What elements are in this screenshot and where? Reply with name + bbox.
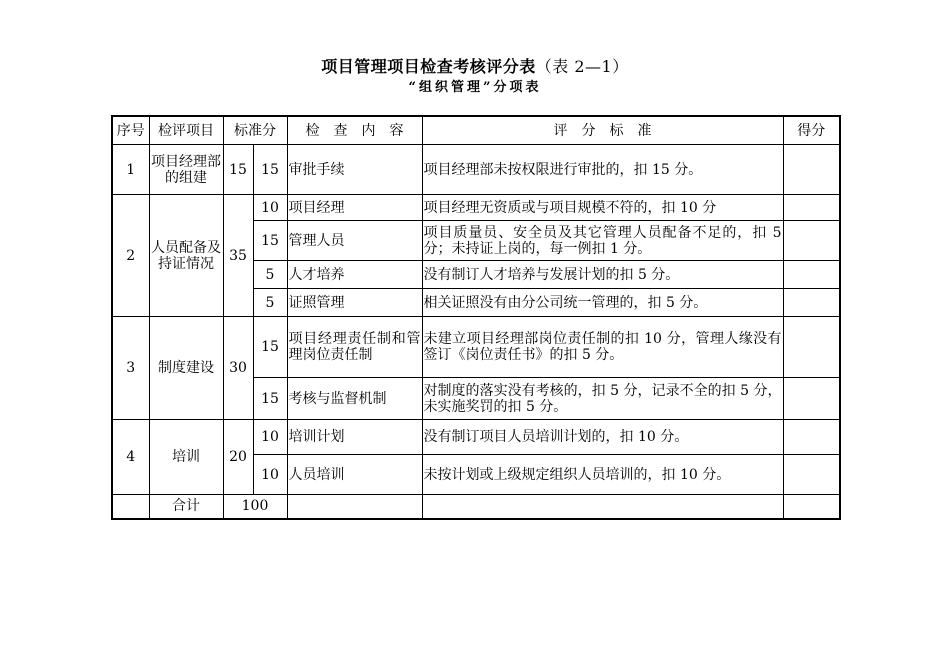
item-cell: 项目经理部的组建	[149, 145, 223, 195]
sub-score-cell: 5	[253, 261, 287, 289]
content-cell: 人员培训	[287, 455, 422, 495]
title-suffix: （表 2—1）	[535, 57, 629, 76]
document-title	[0, 54, 950, 77]
seq-cell: 2	[112, 195, 149, 317]
header-seq: 序号	[112, 116, 149, 145]
score-input-cell[interactable]	[783, 145, 840, 195]
criteria-cell: 项目经理部未按权限进行审批的，扣 15 分。	[422, 145, 783, 195]
table-row	[112, 195, 840, 221]
header-item: 检评项目	[149, 116, 223, 145]
std-total-cell: 35	[223, 195, 253, 317]
content-cell: 考核与监督机制	[287, 378, 422, 420]
total-label: 合计	[149, 495, 223, 519]
table-row	[112, 420, 840, 455]
sub-score-cell: 10	[253, 420, 287, 455]
std-total-cell: 30	[223, 317, 253, 420]
item-cell: 人员配备及持证情况	[149, 195, 223, 317]
score-input-cell[interactable]	[783, 261, 840, 289]
sub-score-cell: 15	[253, 378, 287, 420]
content-cell: 管理人员	[287, 221, 422, 261]
criteria-cell: 未按计划或上级规定组织人员培训的，扣 10 分。	[422, 455, 783, 495]
score-input-cell[interactable]	[783, 195, 840, 221]
sub-score-cell: 15	[253, 317, 287, 378]
score-input-cell[interactable]	[783, 378, 840, 420]
score-input-cell[interactable]	[783, 221, 840, 261]
header-criteria: 评 分 标 准	[422, 116, 783, 145]
item-cell: 制度建设	[149, 317, 223, 420]
criteria-cell: 没有制订项目人员培训计划的，扣 10 分。	[422, 420, 783, 455]
score-table	[111, 115, 841, 520]
criteria-cell: 没有制订人才培养与发展计划的扣 5 分。	[422, 261, 783, 289]
criteria-cell: 对制度的落实没有考核的，扣 5 分，记录不全的扣 5 分，未实施奖罚的扣 5 分。	[422, 378, 783, 420]
score-input-cell[interactable]	[783, 420, 840, 455]
std-total-cell: 15	[223, 145, 253, 195]
total-row	[112, 495, 840, 519]
header-std-score: 标准分	[223, 116, 287, 145]
score-input-cell[interactable]	[783, 317, 840, 378]
content-cell: 项目经理责任制和管理岗位责任制	[287, 317, 422, 378]
criteria-cell: 未建立项目经理部岗位责任制的扣 10 分，管理人缘没有签订《岗位责任书》的扣 5 分。	[422, 317, 783, 378]
seq-cell: 3	[112, 317, 149, 420]
header-row	[112, 116, 840, 145]
content-cell: 培训计划	[287, 420, 422, 455]
header-content: 检 查 内 容	[287, 116, 422, 145]
total-seq-cell	[112, 495, 149, 519]
content-cell: 人才培养	[287, 261, 422, 289]
item-cell: 培训	[149, 420, 223, 495]
table-row	[112, 145, 840, 195]
score-input-cell[interactable]	[783, 455, 840, 495]
sub-score-cell: 15	[253, 221, 287, 261]
std-total-cell: 20	[223, 420, 253, 495]
table-row	[112, 317, 840, 378]
seq-cell: 1	[112, 145, 149, 195]
sub-score-cell: 15	[253, 145, 287, 195]
content-cell: 审批手续	[287, 145, 422, 195]
criteria-cell: 相关证照没有由分公司统一管理的，扣 5 分。	[422, 289, 783, 317]
score-input-cell[interactable]	[783, 289, 840, 317]
title-text: 项目管理项目检查考核评分表	[321, 57, 536, 76]
total-value: 100	[223, 495, 287, 519]
seq-cell: 4	[112, 420, 149, 495]
total-score-input-cell[interactable]	[783, 495, 840, 519]
sub-score-cell: 10	[253, 455, 287, 495]
sub-score-cell: 5	[253, 289, 287, 317]
criteria-cell: 项目质量员、安全员及其它管理人员配备不足的，扣 5 分；未持证上岗的，每一例扣 1 分。	[422, 221, 783, 261]
header-score: 得分	[783, 116, 840, 145]
content-cell: 证照管理	[287, 289, 422, 317]
total-content-cell	[287, 495, 422, 519]
sub-score-cell: 10	[253, 195, 287, 221]
criteria-cell: 项目经理无资质或与项目规模不符的，扣 10 分	[422, 195, 783, 221]
content-cell: 项目经理	[287, 195, 422, 221]
document-subtitle: “组织管理”分项表	[408, 80, 542, 95]
total-criteria-cell	[422, 495, 783, 519]
